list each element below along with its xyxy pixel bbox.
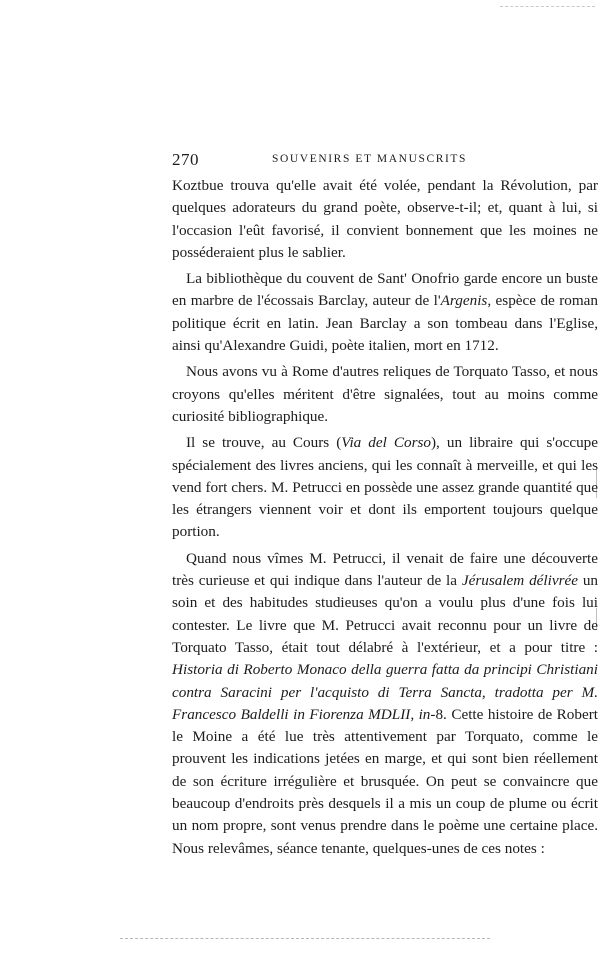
paragraph — [172, 548, 598, 860]
text-run: Nous avons vu à Rome d'autres reliques de Torquato Tasso, et nous croyons qu'elles méritent d'être signalées, tout au moins comme curiosité bibliographique. — [172, 363, 598, 425]
bottom-edge-scan-mark — [120, 938, 490, 939]
text-run: La bibliothèque du couvent de Sant' Onofrio garde encore un buste en marbre de l'écossais Barclay, auteur de l' — [172, 270, 598, 310]
text-run: -8. Cette histoire de Robert le Moine a été lue très attentivement par Torquato, comme le prouvent les indications jetées en marge, et qui sont bien réellement de son écriture irrégulière et brusquée. On peut se convaincre que beaucoup d'endroits près desquels il a mis un coup de plume ou écrit un nom propre, sont venus prendre dans le poème une certaine place. Nous relevâmes, séance tenante, quelques-unes de ces notes : — [172, 705, 598, 857]
italic-book-title: Historia di Roberto Monaco della guerra fatta da principi Christiani contra Saracini per l'acquisto di Terra Sancta, tradotta per M. Francesco Baldelli in Fiorenza MDLII, in — [172, 661, 598, 723]
text-run: un soin et des habitudes studieuses qu'on a voulu plus d'une fois lui contester. Le livre que M. Petrucci avait reconnu pour un livre de Torquato Tasso, était tout délabré à l'extérieur, et a pour titre : — [172, 572, 599, 656]
paragraph — [172, 432, 598, 543]
top-edge-scan-mark — [500, 6, 595, 7]
text-run: , espèce de roman politique écrit en latin. Jean Barclay a son tombeau dans l'Eglise, ainsi qu'Alexandre Guidi, poète italien, mort en 1712. — [172, 292, 598, 355]
text-run: Il se trouve, au Cours ( — [186, 434, 342, 452]
text-run: ), un libraire qui s'occupe spécialement des livres anciens, qui les connaît à merveille, et qui les vend fort chers. M. Petrucci en possède une assez grande quantité que les étrangers viennent voir et dont ils emportent toujours quelque portion. — [172, 434, 599, 541]
body-text — [172, 175, 598, 860]
text-run: Quand nous vîmes M. Petrucci, il venait de faire une découverte très curieuse et qui indique dans l'auteur de la — [172, 549, 598, 590]
paragraph — [172, 361, 598, 428]
text-run: Koztbue trouva qu'elle avait été volée, pendant la Révolution, par quelques adorateurs du grand poète, observe-t-il; et, quant à lui, si l'occasion l'eût favorisé, il convient bonnement que les moines ne posséderaient plus le sablier. — [172, 177, 598, 261]
italic-title: Argenis — [440, 292, 488, 310]
paragraph — [172, 268, 598, 357]
page-header — [172, 150, 598, 172]
page-number: 270 — [172, 150, 199, 169]
paragraph — [172, 175, 598, 264]
running-title: SOUVENIRS ET MANUSCRITS — [272, 153, 468, 165]
italic-street-name: Via del Corso — [341, 434, 431, 452]
italic-title: Jérusalem délivrée — [461, 572, 578, 590]
